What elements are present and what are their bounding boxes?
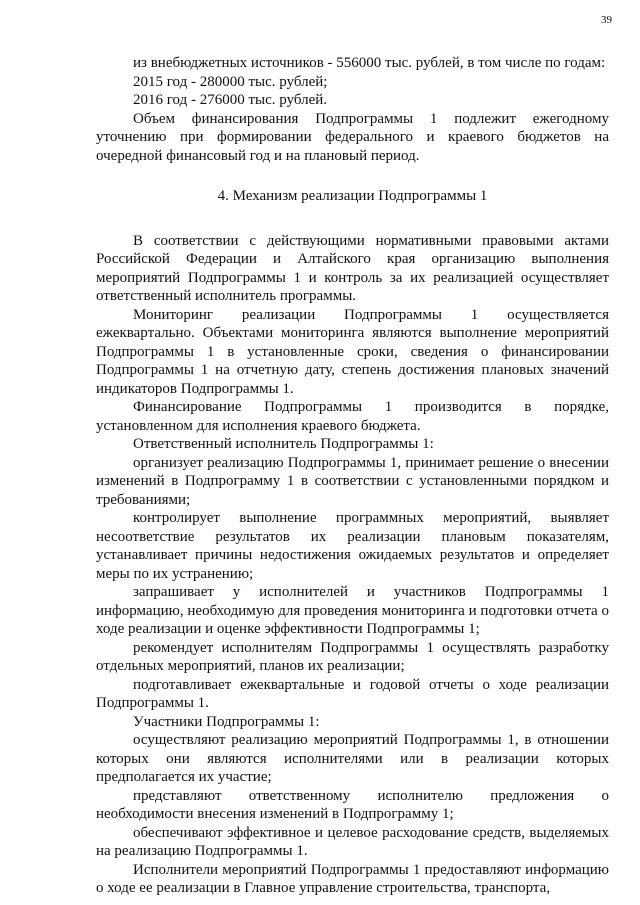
paragraph: контролирует выполнение программных мероприятий, выявляет несоответствие результатов их реализации плановым показателям, устанавливает причины недостижения ожидаемых результатов и определяет меры по их устранению; [96, 510, 609, 582]
paragraph: Исполнители мероприятий Подпрограммы 1 предоставляют информацию о ходе ее реализации в Главное управление строительства, транспорта, [96, 861, 609, 896]
paragraph: рекомендует исполнителям Подпрограммы 1 осуществлять разработку отдельных мероприятий, планов их реализации; [96, 639, 609, 674]
paragraph: осуществляют реализацию мероприятий Подпрограммы 1, в отношении которых они являются исполнителями или в реализации которых предполагается их участие; [96, 732, 609, 785]
section-title: 4. Механизм реализации Подпрограммы 1 [217, 188, 488, 204]
paragraph: подготавливает ежеквартальные и годовой отчеты о ходе реализации Подпрограммы 1. [96, 676, 609, 711]
paragraph: Финансирование Подпрограммы 1 производится в порядке, установленном для исполнения краевого бюджета. [96, 399, 609, 434]
paragraph: В соответствии с действующими нормативными правовыми актами Российской Федерации и Алтайского края организацию выполнения мероприятий Подпрограммы 1 и контроль за их реализацией осуществляет ответственный исполнитель программы. [96, 232, 609, 304]
paragraph: запрашивает у исполнителей и участников Подпрограммы 1 информацию, необходимую для проведения мониторинга и подготовки отчета о ходе реализации и оценке эффективности Подпрограммы 1; [96, 584, 609, 637]
paragraph: обеспечивают эффективное и целевое расходование средств, выделяемых на реализацию Подпрограммы 1. [96, 824, 609, 859]
document-body [96, 54, 609, 898]
paragraph: организует реализацию Подпрограммы 1, принимает решение о внесении изменений в Подпрограмму 1 в соответствии с установленными порядком и требованиями; [96, 454, 609, 508]
funding-year-2016: 2016 год - 276000 тыс. рублей. [133, 92, 328, 108]
paragraph: Ответственный исполнитель Подпрограммы 1: [133, 436, 434, 452]
page-number: 39 [601, 14, 612, 26]
funding-year-2015: 2015 год - 280000 тыс. рублей; [133, 73, 328, 90]
paragraph: Мониторинг реализации Подпрограммы 1 осуществляется ежеквартально. Объектами мониторинга являются выполнение мероприятий Подпрограммы 1 в установленные сроки, сведения о финансировании Подпрограммы 1 на отчетную дату, степень достижения плановых значений индикаторов Подпрограммы 1. [96, 306, 609, 397]
paragraph: представляют ответственному исполнителю предложения о необходимости внесения изменений в Подпрограмму 1; [96, 787, 609, 822]
funding-annual-review: Объем финансирования Подпрограммы 1 подлежит ежегодному уточнению при формировании федерального и краевого бюджетов на очередной финансовый год и на плановый период. [96, 110, 609, 164]
funding-extrabudgetary: из внебюджетных источников - 556000 тыс. рублей, в том числе по годам: [133, 55, 606, 71]
paragraph: Участники Подпрограммы 1: [133, 713, 320, 730]
